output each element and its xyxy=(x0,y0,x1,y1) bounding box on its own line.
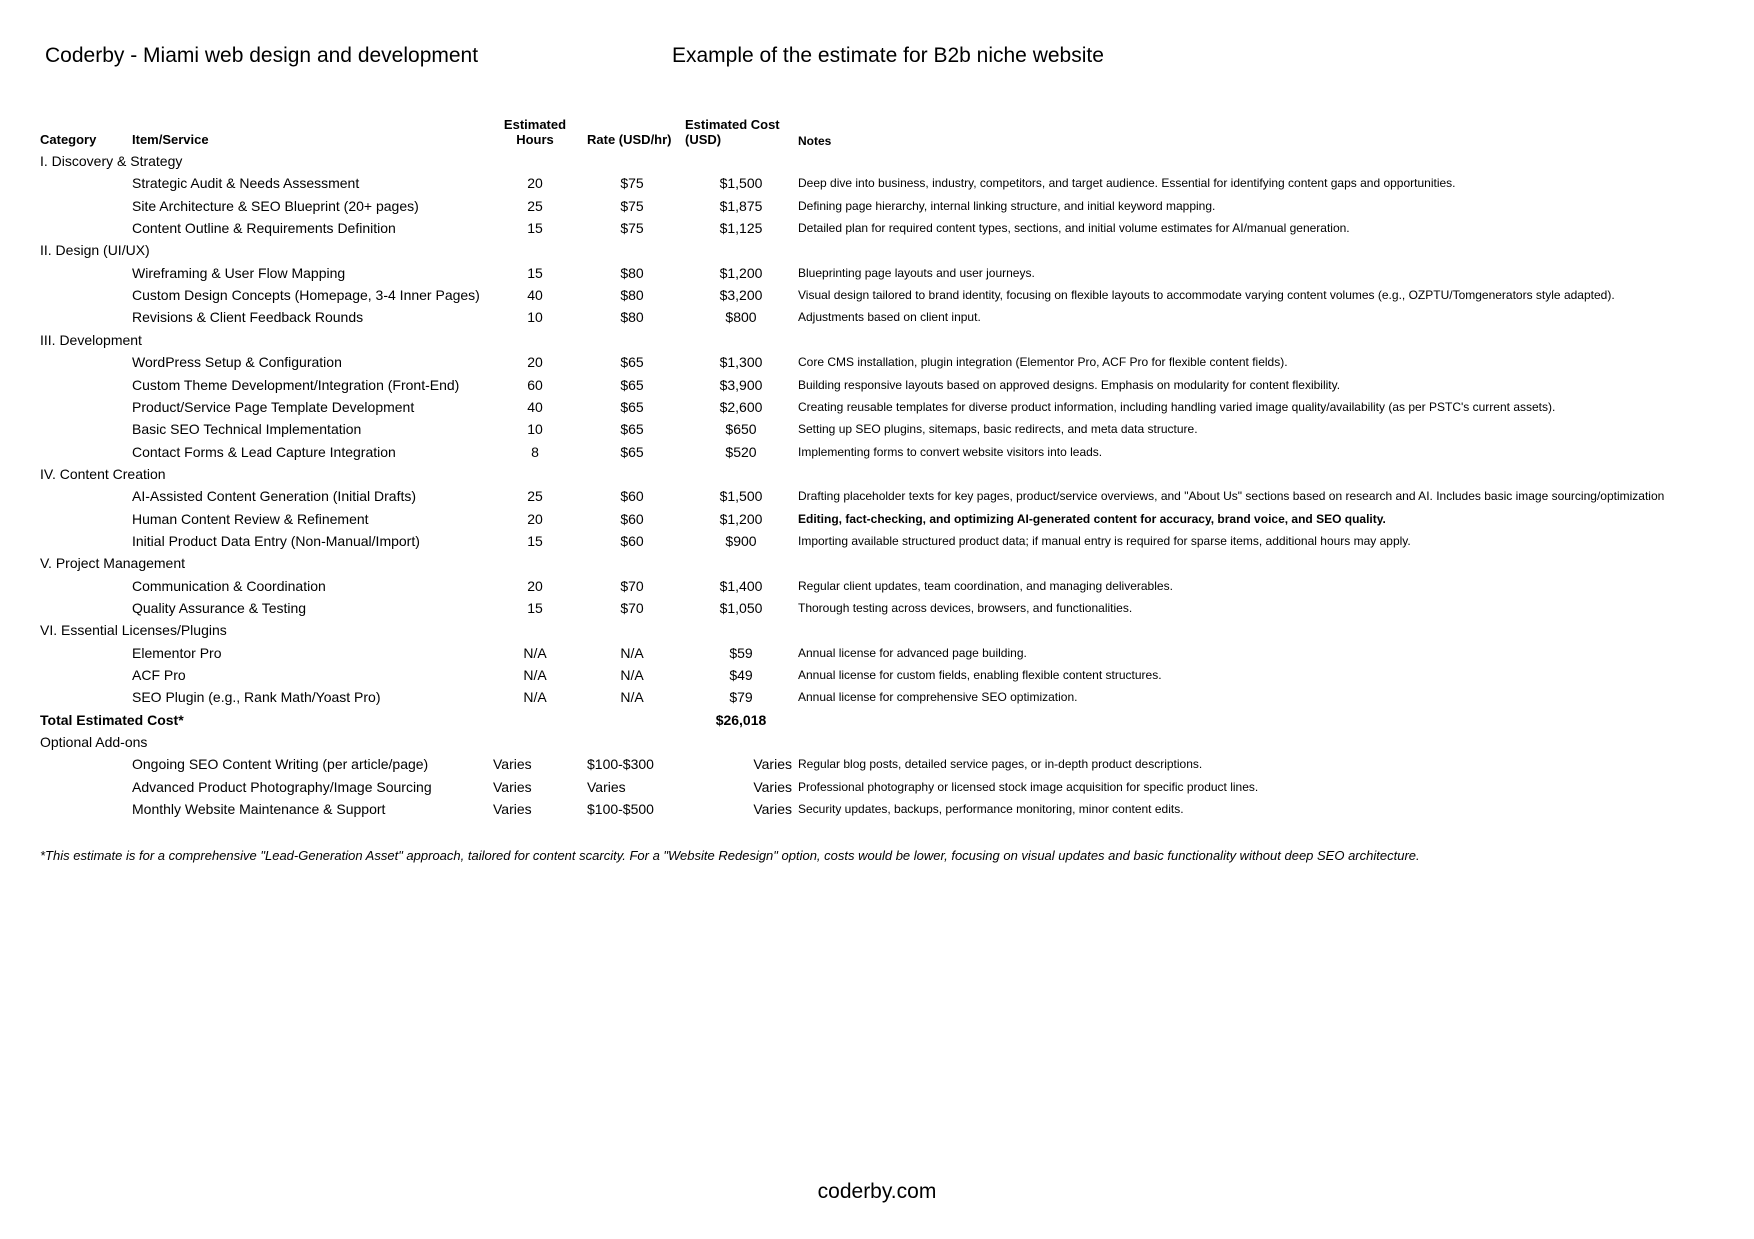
category-label: III. Development xyxy=(40,331,142,348)
table-row-item: SEO Plugin (e.g., Rank Math/Yoast Pro) xyxy=(132,689,381,706)
table-row-notes: Implementing forms to convert website visitors into leads. xyxy=(798,444,1103,459)
category-label: I. Discovery & Strategy xyxy=(40,153,183,169)
table-row-rate: $60 xyxy=(620,532,644,549)
category-label: VI. Essential Licenses/Plugins xyxy=(40,622,227,639)
table-row-rate: N/A xyxy=(620,644,644,661)
column-header-rate: Rate (USD/hr) xyxy=(587,132,672,147)
table-row-cost: $1,200 xyxy=(719,264,763,281)
table-row-rate: $80 xyxy=(620,287,644,304)
column-header-notes: Notes xyxy=(798,134,832,148)
table-row-notes: Deep dive into business, industry, competitors, and target audience. Essential for identifying content gaps and opportunities. xyxy=(798,176,1456,191)
table-row-cost: $520 xyxy=(725,443,757,460)
table-row-rate: $65 xyxy=(620,443,644,460)
table-row-notes: Visual design tailored to brand identity, focusing on flexible layouts to accommodate varying content volumes (e.g., OZPTU/Tomgenerators style adapted). xyxy=(798,288,1615,303)
addon-row-rate: $100-$500 xyxy=(587,801,654,818)
table-row-item: AI-Assisted Content Generation (Initial Drafts) xyxy=(132,488,417,505)
table-row-rate: $65 xyxy=(620,354,644,371)
table-row-hours: 25 xyxy=(527,197,543,214)
table-row-hours: 15 xyxy=(527,264,543,281)
table-row-rate: $65 xyxy=(620,376,644,393)
table-row-cost: $1,400 xyxy=(719,577,763,594)
footer-url: coderby.com xyxy=(817,1180,937,1203)
table-row-cost: $800 xyxy=(725,309,757,326)
table-row-notes: Drafting placeholder texts for key pages, product/service overviews, and "About Us" sections based on research and AI. Includes basic image sourcing/optimization xyxy=(798,489,1665,504)
addon-row-rate: $100-$300 xyxy=(587,756,654,773)
table-row-cost: $3,200 xyxy=(719,287,763,304)
column-header-hours-line1: Estimated xyxy=(503,117,567,132)
category-label: II. Design (UI/UX) xyxy=(40,242,150,259)
table-row-cost: $650 xyxy=(725,421,757,438)
table-row-hours: 25 xyxy=(527,488,543,505)
table-row-rate: N/A xyxy=(620,667,644,684)
addon-row-item: Monthly Website Maintenance & Support xyxy=(132,801,386,818)
table-row-hours: N/A xyxy=(523,667,547,684)
table-row-notes: Annual license for advanced page building. xyxy=(798,645,1027,660)
column-header-cost xyxy=(685,117,780,147)
table-row-rate: $75 xyxy=(620,197,644,214)
addon-row-rate: Varies xyxy=(587,778,626,795)
table-row-notes: Importing available structured product data; if manual entry is required for sparse items, additional hours may apply. xyxy=(798,533,1411,548)
addon-row-notes: Professional photography or licensed stock image acquisition for specific product lines. xyxy=(798,779,1259,794)
optional-addons-label: Optional Add-ons xyxy=(40,734,148,751)
table-row-cost: $900 xyxy=(725,532,757,549)
table-row-notes: Thorough testing across devices, browsers, and functionalities. xyxy=(798,601,1133,615)
column-header-cost-line1: Estimated Cost xyxy=(685,117,780,132)
table-row-notes: Defining page hierarchy, internal linking structure, and initial keyword mapping. xyxy=(798,198,1216,213)
table-row-cost: $1,875 xyxy=(719,197,763,214)
table-row-rate: $75 xyxy=(620,220,644,237)
column-header-hours-line2: Hours xyxy=(516,132,554,147)
table-row-hours: 15 xyxy=(527,532,543,549)
column-header-category: Category xyxy=(40,132,97,147)
table-row-notes: Building responsive layouts based on approved designs. Emphasis on modularity for content flexibility. xyxy=(798,377,1341,392)
addon-row-hours: Varies xyxy=(493,756,532,773)
table-row-notes: Detailed plan for required content types, sections, and initial volume estimates for AI/manual generation. xyxy=(798,221,1350,236)
table-row-hours: 10 xyxy=(527,309,543,326)
table-row-hours: 20 xyxy=(527,175,543,192)
addon-row-hours: Varies xyxy=(493,778,532,795)
addon-row-notes: Regular blog posts, detailed service pages, or in-depth product descriptions. xyxy=(798,757,1203,772)
addon-row-item: Advanced Product Photography/Image Sourcing xyxy=(132,778,432,795)
table-row-hours: 60 xyxy=(527,376,543,393)
table-row-cost: $59 xyxy=(729,644,753,661)
table-row-rate: $65 xyxy=(620,398,644,415)
table-row-hours: 10 xyxy=(527,421,543,438)
column-header-item: Item/Service xyxy=(132,132,209,147)
category-label: V. Project Management xyxy=(40,555,186,572)
company-header: Coderby - Miami web design and development xyxy=(45,44,479,67)
column-header-cost-line2: (USD) xyxy=(685,132,722,147)
table-row-item: Custom Design Concepts (Homepage, 3-4 Inner Pages) xyxy=(132,287,480,304)
addon-row-cost: Varies xyxy=(753,778,792,795)
table-row-item: Basic SEO Technical Implementation xyxy=(132,421,362,438)
table-row-item: Product/Service Page Template Development xyxy=(132,398,415,415)
addon-row-cost: Varies xyxy=(753,801,792,818)
table-row-cost: $1,300 xyxy=(719,354,763,371)
table-row-hours: 8 xyxy=(531,443,539,460)
table-row-notes: Regular client updates, team coordination, and managing deliverables. xyxy=(798,578,1173,593)
table-row-notes: Creating reusable templates for diverse product information, including handling varied image quality/availability (as per PSTC's current assets). xyxy=(798,399,1556,414)
table-row-hours: N/A xyxy=(523,689,547,706)
category-label: IV. Content Creation xyxy=(40,465,166,482)
total-label: Total Estimated Cost* xyxy=(40,711,184,728)
table-row-item: Quality Assurance & Testing xyxy=(132,600,307,616)
table-row-cost: $49 xyxy=(729,667,753,684)
table-row-hours: 40 xyxy=(527,287,543,304)
table-row-item: Custom Theme Development/Integration (Front-End) xyxy=(132,376,460,393)
addon-row-cost: Varies xyxy=(753,756,792,773)
addon-row-hours: Varies xyxy=(493,801,532,818)
table-row-rate: $70 xyxy=(620,577,644,594)
table-row-rate: $75 xyxy=(620,175,644,192)
table-row-cost: $1,050 xyxy=(719,600,763,616)
table-row-cost: $1,125 xyxy=(719,220,763,237)
table-row-hours: 20 xyxy=(527,577,543,594)
table-row-notes: Setting up SEO plugins, sitemaps, basic redirects, and meta data structure. xyxy=(798,422,1198,437)
table-row-hours: 20 xyxy=(527,354,543,371)
table-row-rate: $80 xyxy=(620,309,644,326)
table-row-notes: Core CMS installation, plugin integration (Elementor Pro, ACF Pro for flexible content fields). xyxy=(798,355,1288,370)
table-row-cost: $79 xyxy=(729,689,753,706)
table-row-hours: N/A xyxy=(523,644,547,661)
table-row-hours: 15 xyxy=(527,600,543,616)
table-row-rate: $60 xyxy=(620,510,644,527)
table-row-item: ACF Pro xyxy=(132,667,186,684)
table-row-hours: 20 xyxy=(527,510,543,527)
table-row-cost: $1,200 xyxy=(719,510,763,527)
table-row-hours: 15 xyxy=(527,220,543,237)
addon-row-item: Ongoing SEO Content Writing (per article/page) xyxy=(132,756,429,773)
table-row-notes: Blueprinting page layouts and user journeys. xyxy=(798,265,1035,280)
table-row-item: Revisions & Client Feedback Rounds xyxy=(132,309,364,326)
table-row-item: WordPress Setup & Configuration xyxy=(132,354,342,371)
table-row-item: Site Architecture & SEO Blueprint (20+ pages) xyxy=(132,197,419,214)
table-row-rate: $65 xyxy=(620,421,644,438)
table-row-item: Strategic Audit & Needs Assessment xyxy=(132,175,360,192)
table-row-rate: $80 xyxy=(620,264,644,281)
table-row-notes: Annual license for custom fields, enabling flexible content structures. xyxy=(798,668,1162,683)
addon-row-notes: Security updates, backups, performance monitoring, minor content edits. xyxy=(798,802,1184,817)
table-row-item: Contact Forms & Lead Capture Integration xyxy=(132,443,396,460)
table-row-item: Wireframing & User Flow Mapping xyxy=(132,264,346,281)
table-row-item: Communication & Coordination xyxy=(132,577,326,594)
table-row-notes: Adjustments based on client input. xyxy=(798,310,981,325)
table-row-rate: $70 xyxy=(620,600,644,616)
table-row-item: Initial Product Data Entry (Non-Manual/Import) xyxy=(132,532,420,549)
table-row-hours: 40 xyxy=(527,398,543,415)
table-row-rate: N/A xyxy=(620,689,644,706)
column-header-hours xyxy=(495,117,575,147)
table-row-item: Human Content Review & Refinement xyxy=(132,510,369,527)
table-row-cost: $1,500 xyxy=(719,488,763,505)
table-row-rate: $60 xyxy=(620,488,644,505)
document-title: Example of the estimate for B2b niche website xyxy=(672,44,1104,67)
table-row-notes: Annual license for comprehensive SEO optimization. xyxy=(798,690,1078,705)
table-row-cost: $3,900 xyxy=(719,376,763,393)
table-row-cost: $1,500 xyxy=(719,175,763,192)
table-row-notes: Editing, fact-checking, and optimizing AI-generated content for accuracy, brand voice, and SEO quality. xyxy=(798,511,1386,526)
table-row-item: Content Outline & Requirements Definition xyxy=(132,220,396,237)
footnote: *This estimate is for a comprehensive "Lead-Generation Asset" approach, tailored for content scarcity. For a "Website Redesign" option, costs would be lower, focusing on visual updates and basic functionality without deep SEO architecture. xyxy=(40,848,1420,863)
total-value: $26,018 xyxy=(715,711,767,728)
table-row-item: Elementor Pro xyxy=(132,644,222,661)
table-row-cost: $2,600 xyxy=(719,398,763,415)
